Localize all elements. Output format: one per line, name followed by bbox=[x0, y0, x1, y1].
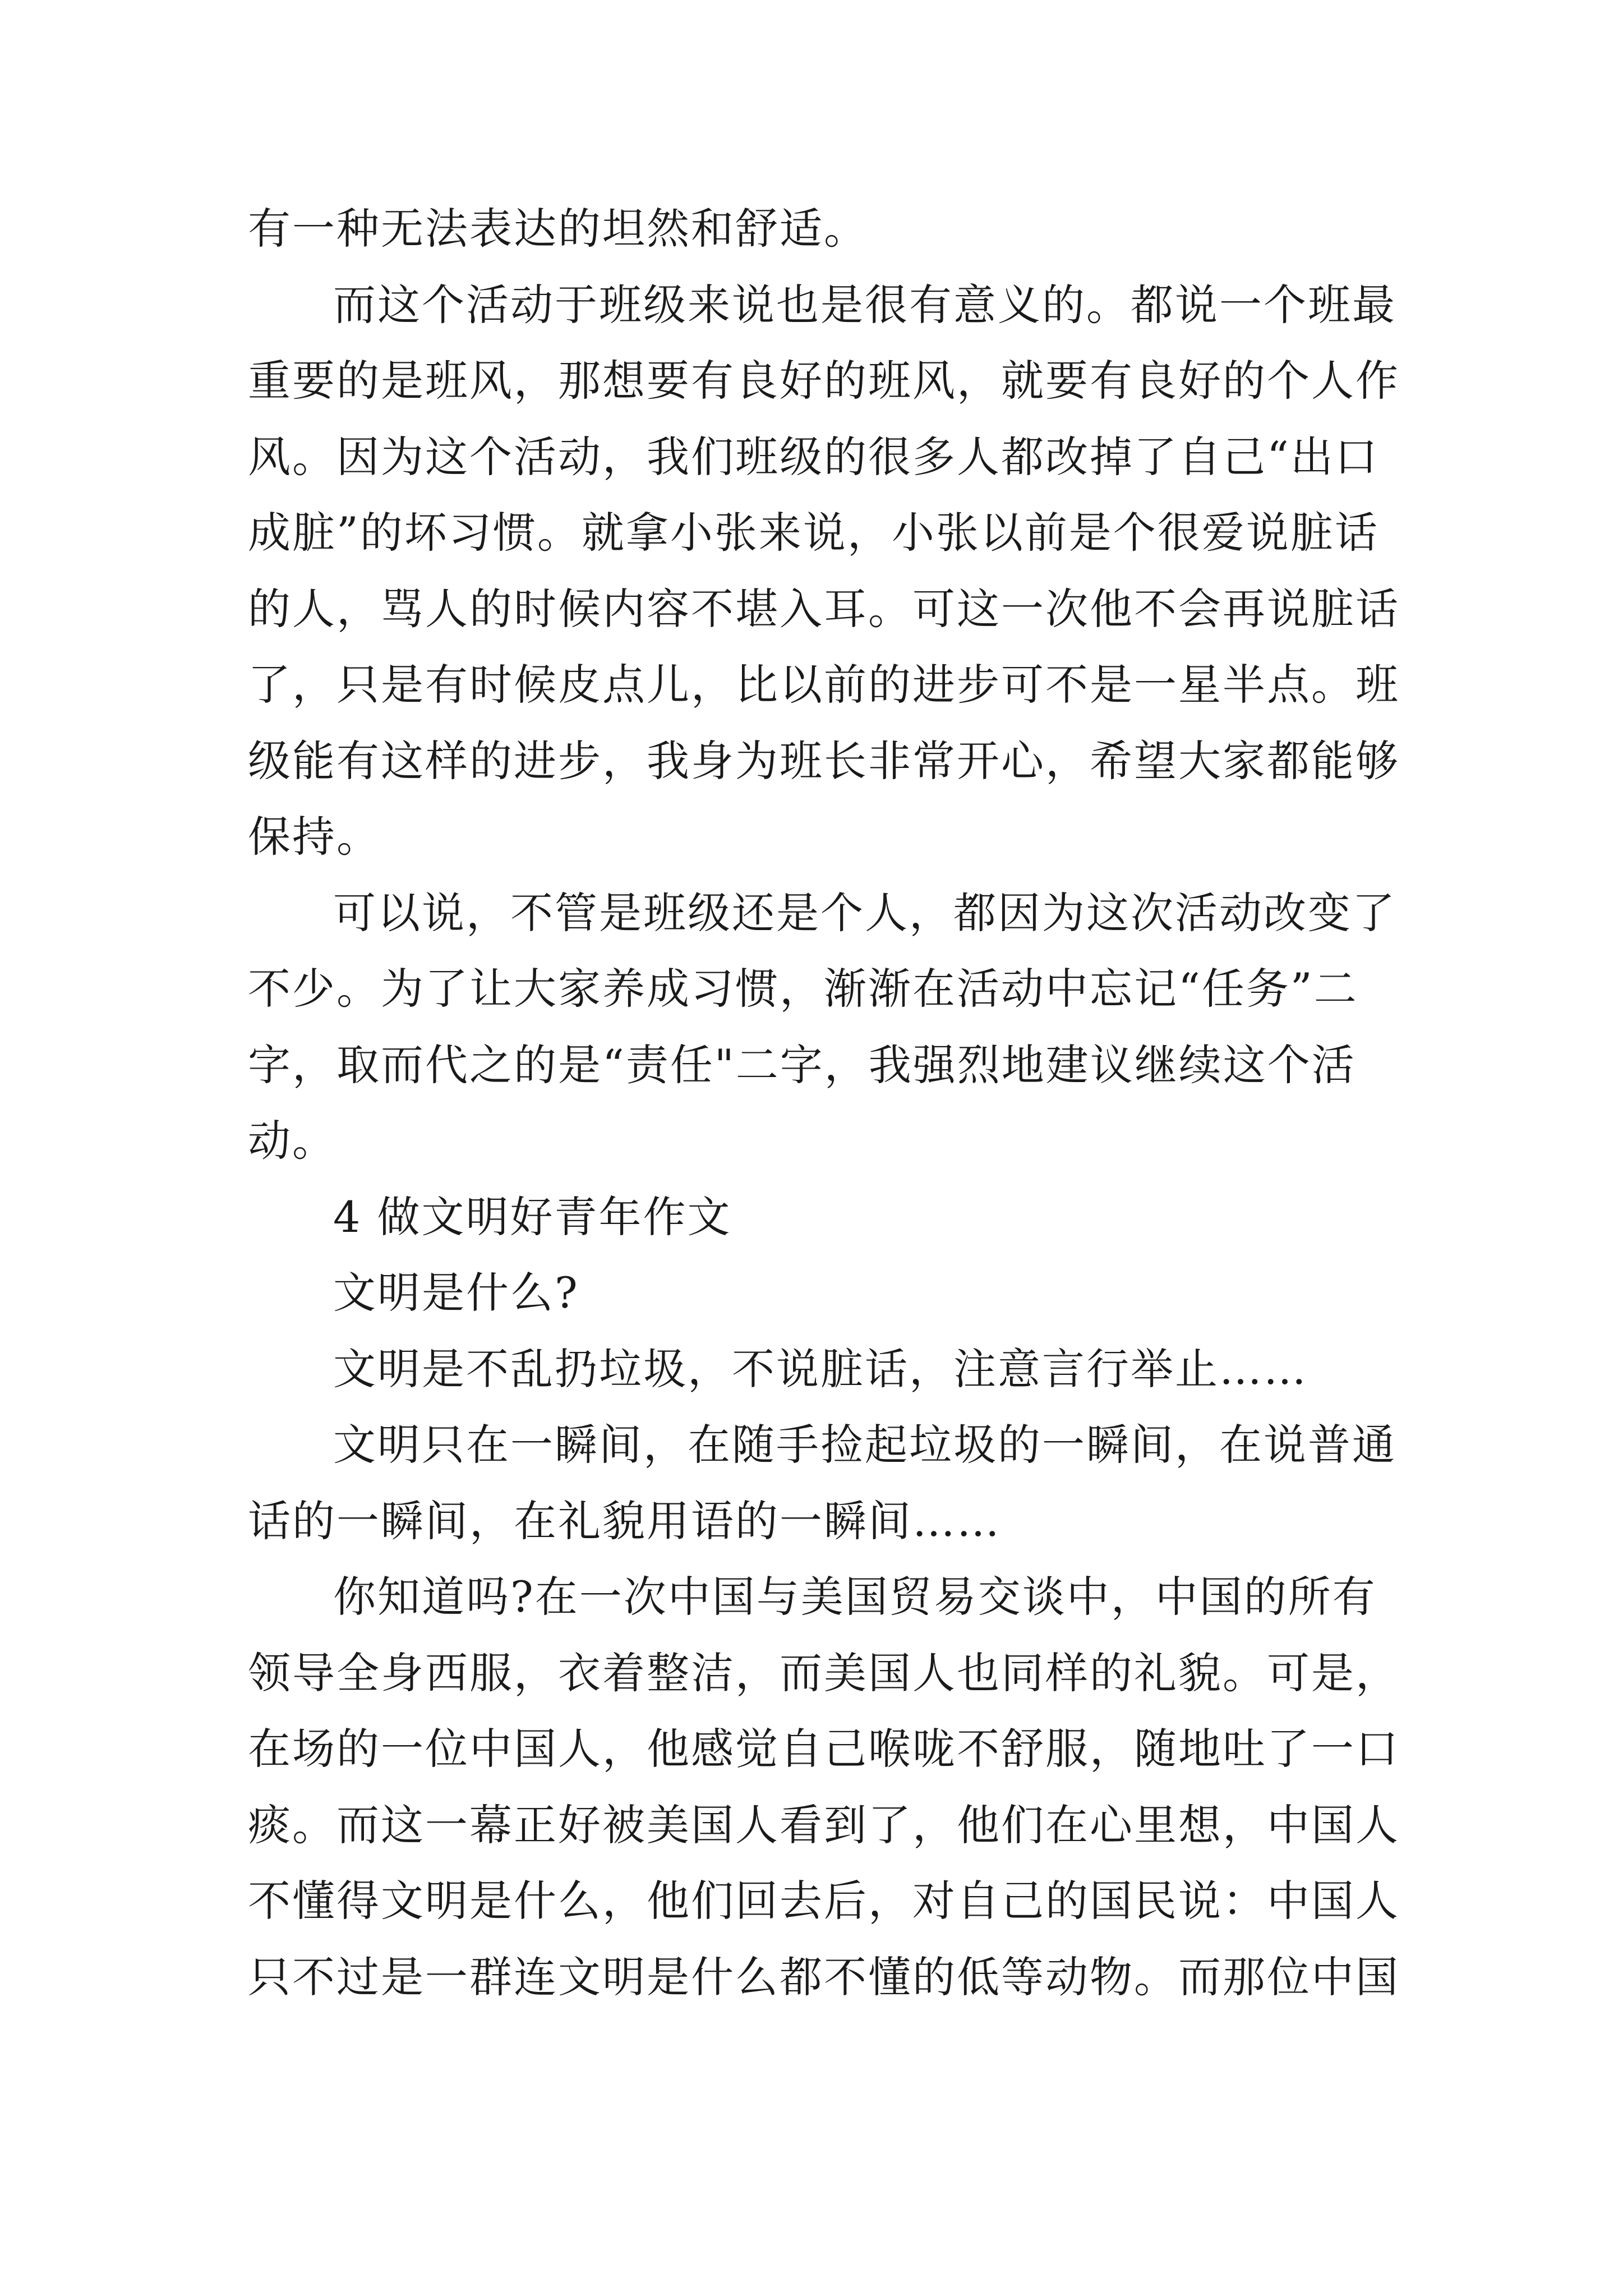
text-line: 动。 bbox=[248, 1116, 336, 1166]
text-line: 保持。 bbox=[248, 812, 381, 862]
section-heading: 4 做文明好青年作文 bbox=[333, 1191, 732, 1242]
essay-text bbox=[248, 191, 1400, 2015]
text-line: 了，只是有时候皮点儿，比以前的进步可不是一星半点。班 bbox=[248, 660, 1400, 710]
text-line: 痰。而这一幕正好被美国人看到了，他们在心里想，中国人 bbox=[248, 1800, 1400, 1850]
text-line: 文明是不乱扔垃圾，不说脏话，注意言行举止…… bbox=[333, 1343, 1308, 1394]
text-line: 在场的一位中国人，他感觉自己喉咙不舒服，随地吐了一口 bbox=[248, 1724, 1400, 1774]
text-line: 你知道吗?在一次中国与美国贸易交谈中，中国的所有 bbox=[333, 1572, 1377, 1622]
text-line: 而这个活动于班级来说也是很有意义的。都说一个班最 bbox=[333, 279, 1396, 330]
text-line: 领导全身西服，衣着整洁，而美国人也同样的礼貌。可是， bbox=[248, 1648, 1400, 1698]
text-line: 级能有这样的进步，我身为班长非常开心，希望大家都能够 bbox=[248, 735, 1400, 786]
text-line: 成脏”的坏习惯。就拿小张来说，小张以前是个很爱说脏话 bbox=[248, 508, 1379, 558]
text-line: 重要的是班风，那想要有良好的班风，就要有良好的个人作 bbox=[248, 356, 1400, 406]
text-line: 的人，骂人的时候内容不堪入耳。可这一次他不会再说脏话 bbox=[248, 583, 1400, 634]
text-line: 话的一瞬间，在礼貌用语的一瞬间…… bbox=[248, 1496, 1001, 1546]
text-line: 有一种无法表达的坦然和舒适。 bbox=[248, 204, 868, 254]
text-line: 文明只在一瞬间，在随手捡起垃圾的一瞬间，在说普通 bbox=[333, 1420, 1396, 1470]
text-line: 风。因为这个活动，我们班级的很多人都改掉了自己“出口 bbox=[248, 431, 1379, 482]
text-line: 不少。为了让大家养成习惯，渐渐在活动中忘记“任务”二 bbox=[248, 964, 1358, 1014]
text-line: 字，取而代之的是“责任"二字，我强烈地建议继续这个活 bbox=[248, 1039, 1356, 1090]
text-line: 只不过是一群连文明是什么都不懂的低等动物。而那位中国 bbox=[248, 1952, 1400, 2002]
text-line: 不懂得文明是什么，他们回去后，对自己的国民说：中国人 bbox=[248, 1876, 1400, 1926]
text-line: 文明是什么? bbox=[333, 1268, 579, 1318]
text-line: 可以说，不管是班级还是个人，都因为这次活动改变了 bbox=[333, 887, 1396, 938]
